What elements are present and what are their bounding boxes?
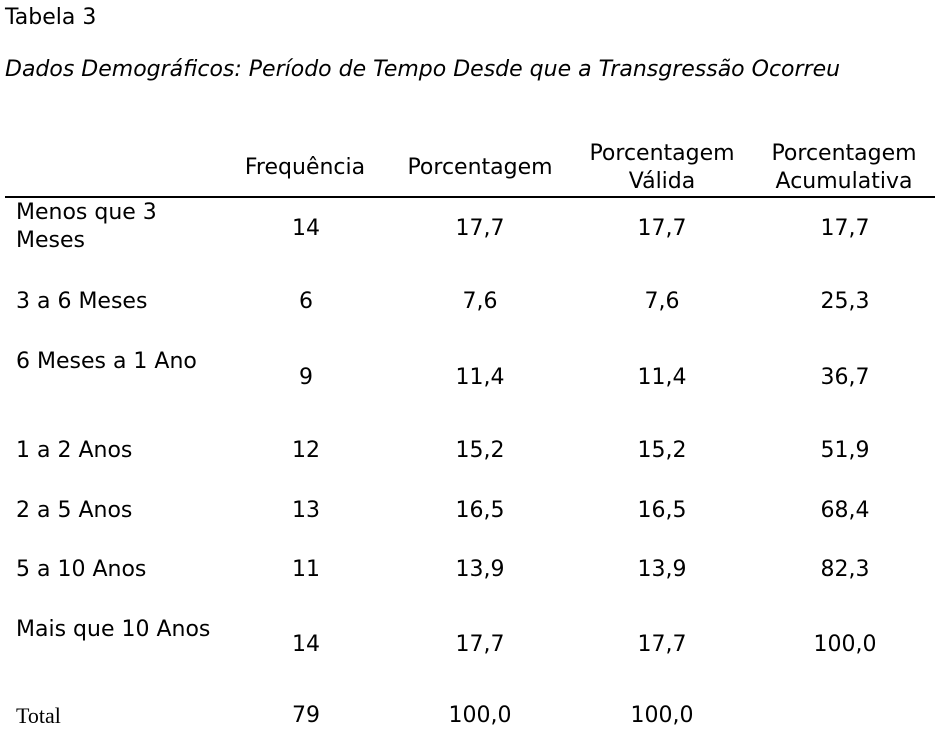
cell-frequencia: 6 (299, 289, 313, 314)
cell-frequencia: 11 (292, 557, 320, 582)
cell-porcentagem-acumulativa: 68,4 (820, 498, 870, 523)
table-title: Dados Demográficos: Período de Tempo Desde que a Transgressão Ocorreu (5, 57, 841, 82)
cell-porcentagem: 15,2 (455, 438, 505, 463)
cell-porcentagem-valida: 17,7 (637, 632, 687, 657)
cell-porcentagem-acumulativa: 25,3 (820, 289, 870, 314)
cell-porcentagem-acumulativa: 100,0 (813, 632, 877, 657)
row-label-total: Total (16, 703, 61, 728)
cell-frequencia: 14 (292, 632, 320, 657)
cell-porcentagem-acumulativa: 17,7 (820, 216, 870, 241)
row-label: Menos que 3 Meses (16, 200, 157, 253)
header-rule (5, 196, 935, 198)
cell-porcentagem: 17,7 (455, 632, 505, 657)
cell-porcentagem: 13,9 (455, 557, 505, 582)
cell-porcentagem: 17,7 (455, 216, 505, 241)
cell-porcentagem-valida: 13,9 (637, 557, 687, 582)
row-label: Mais que 10 Anos (16, 617, 211, 642)
row-label: 3 a 6 Meses (16, 289, 148, 314)
cell-frequencia: 9 (299, 365, 313, 390)
cell-porcentagem: 7,6 (462, 289, 498, 314)
cell-porcentagem-acumulativa: 51,9 (820, 438, 870, 463)
column-header-porcentagem: Porcentagem (407, 155, 553, 180)
cell-porcentagem-valida: 17,7 (637, 216, 687, 241)
cell-frequencia: 79 (292, 703, 320, 728)
cell-porcentagem-valida: 100,0 (630, 703, 694, 728)
row-label: 2 a 5 Anos (16, 498, 133, 523)
cell-porcentagem-valida: 15,2 (637, 438, 687, 463)
row-label: 6 Meses a 1 Ano (16, 349, 197, 374)
cell-porcentagem-valida: 7,6 (644, 289, 680, 314)
cell-frequencia: 13 (292, 498, 320, 523)
cell-frequencia: 14 (292, 216, 320, 241)
column-header-frequencia: Frequência (244, 155, 366, 180)
cell-frequencia: 12 (292, 438, 320, 463)
row-label: 5 a 10 Anos (16, 557, 147, 582)
cell-porcentagem: 100,0 (448, 703, 512, 728)
cell-porcentagem-valida: 11,4 (637, 365, 687, 390)
cell-porcentagem-acumulativa: 82,3 (820, 557, 870, 582)
cell-porcentagem-valida: 16,5 (637, 498, 687, 523)
cell-porcentagem-acumulativa: 36,7 (820, 365, 870, 390)
row-label: 1 a 2 Anos (16, 438, 133, 463)
cell-porcentagem: 16,5 (455, 498, 505, 523)
table-label: Tabela 3 (5, 5, 97, 30)
column-header-porcentagem-acumulativa: Porcentagem Acumulativa (771, 141, 917, 194)
cell-porcentagem: 11,4 (455, 365, 505, 390)
column-header-porcentagem-valida: Porcentagem Válida (589, 141, 735, 194)
